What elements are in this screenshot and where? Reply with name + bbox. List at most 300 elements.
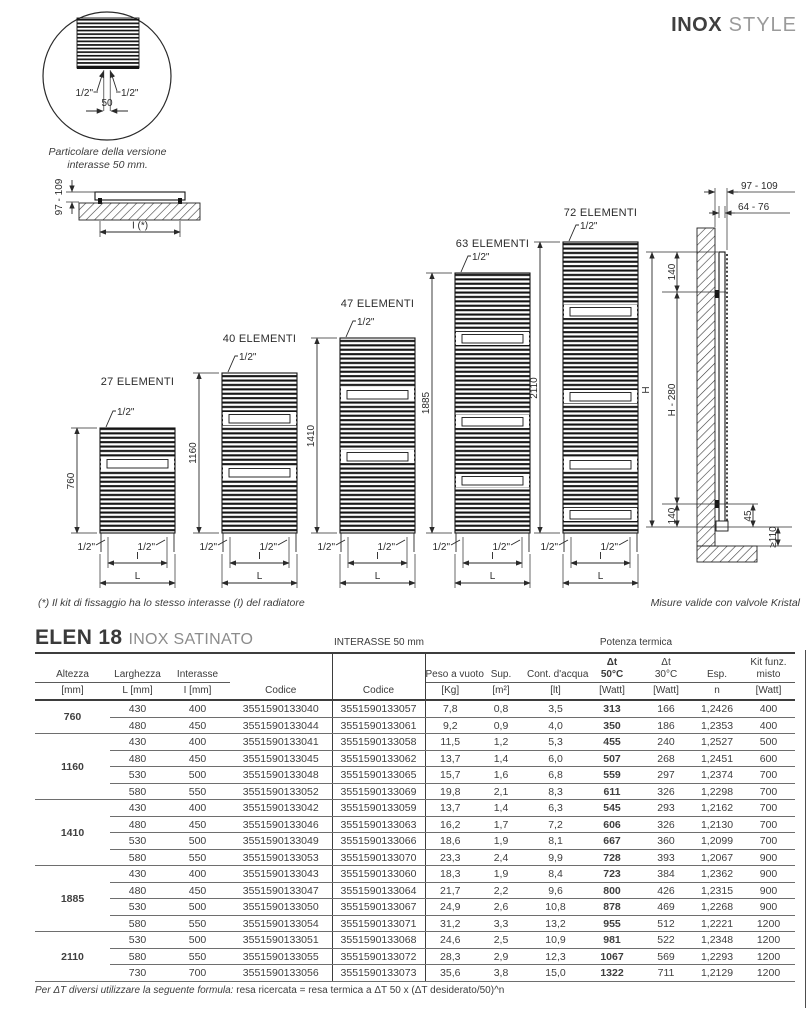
cell-l: 430 bbox=[110, 800, 165, 817]
cell-peso: 9,2 bbox=[425, 717, 475, 734]
potenza-termica-header: Potenza termica bbox=[599, 637, 673, 648]
spec-table-body bbox=[35, 700, 795, 981]
radiator-body bbox=[455, 273, 530, 533]
radiator-40-elementi bbox=[188, 333, 297, 588]
radiator-label: 63 ELEMENTI bbox=[455, 238, 530, 250]
cell-code: 3551590133056 bbox=[230, 965, 332, 982]
cell-code: 3551590133052 bbox=[230, 783, 332, 800]
interaxis-label: I bbox=[599, 551, 602, 562]
cell-dt50: 878 bbox=[584, 899, 640, 916]
radiator-body bbox=[563, 242, 638, 533]
cell-dt50: 1322 bbox=[584, 965, 640, 982]
height-dimension-label: 1410 bbox=[306, 424, 317, 448]
header-codice-spacer bbox=[230, 653, 332, 683]
cell-dt50: 611 bbox=[584, 783, 640, 800]
cell-code50: 3551590133070 bbox=[332, 849, 425, 866]
table-row bbox=[35, 816, 795, 833]
floor-clearance-label: ≥110 bbox=[768, 526, 779, 548]
wall-section bbox=[79, 203, 200, 220]
cell-esp: 1,2362 bbox=[692, 866, 742, 883]
cell-sup: 3,8 bbox=[475, 965, 527, 982]
cell-i: 400 bbox=[165, 700, 230, 717]
cell-kit: 900 bbox=[742, 866, 795, 883]
cell-code: 3551590133051 bbox=[230, 932, 332, 949]
cell-peso: 23,3 bbox=[425, 849, 475, 866]
cell-code: 3551590133047 bbox=[230, 882, 332, 899]
header-dt50: Δt 50°C bbox=[584, 653, 640, 683]
cell-l: 430 bbox=[110, 866, 165, 883]
spacing-50-label: 50 bbox=[101, 98, 113, 109]
cell-i: 400 bbox=[165, 866, 230, 883]
interaxis-label: I bbox=[376, 551, 379, 562]
cell-l: 730 bbox=[110, 965, 165, 982]
cell-peso: 7,8 bbox=[425, 700, 475, 717]
cell-dt50: 800 bbox=[584, 882, 640, 899]
cell-l: 480 bbox=[110, 750, 165, 767]
cell-kit: 1200 bbox=[742, 948, 795, 965]
cell-l: 480 bbox=[110, 717, 165, 734]
interaxis-label: I bbox=[491, 551, 494, 562]
cell-i: 550 bbox=[165, 849, 230, 866]
header-altezza: Altezza bbox=[35, 653, 110, 683]
cell-code50: 3551590133064 bbox=[332, 882, 425, 899]
bottom-right-connection-label: 1/2" bbox=[492, 542, 510, 553]
cell-cont: 15,0 bbox=[527, 965, 584, 982]
cell-i: 400 bbox=[165, 800, 230, 817]
cell-peso: 19,8 bbox=[425, 783, 475, 800]
cell-dt30: 522 bbox=[640, 932, 692, 949]
cell-esp: 1,2162 bbox=[692, 800, 742, 817]
cell-sup: 2,1 bbox=[475, 783, 527, 800]
cell-kit: 700 bbox=[742, 816, 795, 833]
cell-peso: 24,9 bbox=[425, 899, 475, 916]
cell-kit: 500 bbox=[742, 734, 795, 751]
table-row bbox=[35, 783, 795, 800]
cell-dt30: 293 bbox=[640, 800, 692, 817]
header-interasse: Interasse bbox=[165, 653, 230, 683]
detail-caption-line2: interasse 50 mm. bbox=[67, 158, 148, 171]
width-label: L bbox=[256, 571, 263, 582]
interaxis-label: I bbox=[136, 551, 139, 562]
cell-kit: 900 bbox=[742, 849, 795, 866]
cell-dt50: 559 bbox=[584, 767, 640, 784]
interasse-50-header: INTERASSE 50 mm bbox=[333, 637, 425, 648]
table-row bbox=[35, 948, 795, 965]
cell-peso: 13,7 bbox=[425, 800, 475, 817]
cell-sup: 2,2 bbox=[475, 882, 527, 899]
cell-cont: 10,8 bbox=[527, 899, 584, 916]
cell-code: 3551590133042 bbox=[230, 800, 332, 817]
cell-peso: 31,2 bbox=[425, 915, 475, 932]
cell-cont: 13,2 bbox=[527, 915, 584, 932]
cell-code50: 3551590133068 bbox=[332, 932, 425, 949]
column-header-row bbox=[35, 653, 795, 683]
radiator-label: 72 ELEMENTI bbox=[563, 207, 638, 219]
cell-esp: 1,2426 bbox=[692, 700, 742, 717]
cell-dt30: 711 bbox=[640, 965, 692, 982]
cell-dt50: 981 bbox=[584, 932, 640, 949]
cell-code: 3551590133041 bbox=[230, 734, 332, 751]
cell-code: 3551590133043 bbox=[230, 866, 332, 883]
cell-peso: 24,6 bbox=[425, 932, 475, 949]
unit-lt: [lt] bbox=[527, 683, 584, 701]
cell-esp: 1,2129 bbox=[692, 965, 742, 982]
cell-dt30: 268 bbox=[640, 750, 692, 767]
cell-dt30: 426 bbox=[640, 882, 692, 899]
height-group-cell: 2110 bbox=[35, 932, 110, 982]
table-row bbox=[35, 800, 795, 817]
bottom-right-connection-label: 1/2" bbox=[137, 542, 155, 553]
cell-dt30: 326 bbox=[640, 816, 692, 833]
cell-esp: 1,2221 bbox=[692, 915, 742, 932]
cell-kit: 400 bbox=[742, 717, 795, 734]
cell-i: 450 bbox=[165, 882, 230, 899]
radiator-63-elementi bbox=[421, 238, 530, 588]
body-depth-label: 64 - 76 bbox=[738, 202, 770, 213]
cell-code: 3551590133054 bbox=[230, 915, 332, 932]
height-group-cell: 1410 bbox=[35, 800, 110, 866]
detail-caption bbox=[30, 146, 185, 171]
cell-dt50: 313 bbox=[584, 700, 640, 717]
cell-dt50: 350 bbox=[584, 717, 640, 734]
bottom-offset-label: 140 bbox=[667, 507, 678, 525]
cell-sup: 0,9 bbox=[475, 717, 527, 734]
cell-esp: 1,2298 bbox=[692, 783, 742, 800]
cell-sup: 2,9 bbox=[475, 948, 527, 965]
cell-peso: 21,7 bbox=[425, 882, 475, 899]
unit-i-mm: I [mm] bbox=[165, 683, 230, 701]
cell-esp: 1,2067 bbox=[692, 849, 742, 866]
formula-note bbox=[35, 985, 795, 996]
height-group-cell: 1160 bbox=[35, 734, 110, 800]
cell-l: 530 bbox=[110, 899, 165, 916]
radiator-72-elementi bbox=[529, 207, 638, 588]
cell-sup: 0,8 bbox=[475, 700, 527, 717]
table-title-row bbox=[35, 624, 795, 652]
cell-code50: 3551590133063 bbox=[332, 816, 425, 833]
cell-i: 700 bbox=[165, 965, 230, 982]
cell-i: 500 bbox=[165, 932, 230, 949]
top-connection-label: 1/2" bbox=[357, 317, 375, 328]
cell-kit: 400 bbox=[742, 700, 795, 717]
cell-dt50: 955 bbox=[584, 915, 640, 932]
top-connection-label: 1/2" bbox=[239, 352, 257, 363]
cell-cont: 3,5 bbox=[527, 700, 584, 717]
cell-esp: 1,2527 bbox=[692, 734, 742, 751]
table-row bbox=[35, 915, 795, 932]
cell-kit: 700 bbox=[742, 767, 795, 784]
cell-l: 480 bbox=[110, 882, 165, 899]
table-row bbox=[35, 899, 795, 916]
cell-peso: 16,2 bbox=[425, 816, 475, 833]
model-name: ELEN 18 bbox=[35, 626, 123, 649]
table-row bbox=[35, 700, 795, 717]
cell-kit: 1200 bbox=[742, 932, 795, 949]
detail-caption-line1: Particolare della versione bbox=[48, 146, 167, 158]
table-row bbox=[35, 734, 795, 751]
cell-i: 450 bbox=[165, 816, 230, 833]
cell-code50: 3551590133062 bbox=[332, 750, 425, 767]
table-row bbox=[35, 717, 795, 734]
valve bbox=[716, 521, 728, 531]
brand-style: STYLE bbox=[722, 14, 797, 36]
total-depth-label: 97 - 109 bbox=[741, 181, 778, 192]
cell-dt30: 186 bbox=[640, 717, 692, 734]
cell-l: 430 bbox=[110, 700, 165, 717]
cell-code: 3551590133044 bbox=[230, 717, 332, 734]
cell-i: 450 bbox=[165, 717, 230, 734]
cell-cont: 8,3 bbox=[527, 783, 584, 800]
table-row bbox=[35, 965, 795, 982]
cell-peso: 28,3 bbox=[425, 948, 475, 965]
cell-cont: 10,9 bbox=[527, 932, 584, 949]
cell-l: 530 bbox=[110, 833, 165, 850]
formula-body: resa ricercata = resa termica a ΔT 50 x (ΔT desiderato/50)^n bbox=[236, 984, 505, 996]
radiator-profile bbox=[719, 252, 725, 527]
cell-kit: 1200 bbox=[742, 965, 795, 982]
valve-offset-label: 45 bbox=[743, 510, 754, 522]
radiator-47-elementi bbox=[306, 298, 415, 588]
unit-watt-dt30: [Watt] bbox=[640, 683, 692, 701]
depth-dimension-label: 97 - 109 bbox=[54, 178, 65, 216]
cell-dt30: 569 bbox=[640, 948, 692, 965]
width-label: L bbox=[489, 571, 496, 582]
floor-section bbox=[697, 546, 757, 562]
cell-code50: 3551590133072 bbox=[332, 948, 425, 965]
pipe-size-left-label: 1/2" bbox=[75, 88, 93, 99]
cell-cont: 6,3 bbox=[527, 800, 584, 817]
height-dimension-label: 1885 bbox=[421, 391, 432, 415]
cell-code: 3551590133053 bbox=[230, 849, 332, 866]
cell-kit: 600 bbox=[742, 750, 795, 767]
top-offset-label: 140 bbox=[667, 263, 678, 281]
cell-peso: 18,3 bbox=[425, 866, 475, 883]
cell-code: 3551590133049 bbox=[230, 833, 332, 850]
header-larghezza: Larghezza bbox=[110, 653, 165, 683]
cell-dt50: 723 bbox=[584, 866, 640, 883]
width-label: L bbox=[374, 571, 381, 582]
unit-mm: [mm] bbox=[35, 683, 110, 701]
cell-cont: 8,4 bbox=[527, 866, 584, 883]
cell-code50: 3551590133065 bbox=[332, 767, 425, 784]
cell-code50: 3551590133060 bbox=[332, 866, 425, 883]
cell-esp: 1,2293 bbox=[692, 948, 742, 965]
cell-i: 500 bbox=[165, 899, 230, 916]
cell-kit: 1200 bbox=[742, 915, 795, 932]
cell-i: 550 bbox=[165, 915, 230, 932]
radiator-section bbox=[77, 18, 139, 68]
cell-cont: 8,1 bbox=[527, 833, 584, 850]
cell-cont: 5,3 bbox=[527, 734, 584, 751]
cell-sup: 1,4 bbox=[475, 800, 527, 817]
cell-l: 530 bbox=[110, 932, 165, 949]
top-connection-label: 1/2" bbox=[580, 221, 598, 232]
cell-kit: 900 bbox=[742, 899, 795, 916]
top-connection-label: 1/2" bbox=[117, 407, 135, 418]
cell-i: 500 bbox=[165, 833, 230, 850]
unit-m2: [m²] bbox=[475, 683, 527, 701]
cell-code50: 3551590133061 bbox=[332, 717, 425, 734]
cell-code50: 3551590133069 bbox=[332, 783, 425, 800]
spec-table-section bbox=[35, 624, 795, 996]
header-codice50-spacer bbox=[332, 653, 425, 683]
cell-esp: 1,2374 bbox=[692, 767, 742, 784]
cell-l: 530 bbox=[110, 767, 165, 784]
wall-section bbox=[697, 228, 715, 546]
height-dimension-label: 2110 bbox=[529, 377, 540, 399]
valves-note: Misure valide con valvole Kristal bbox=[650, 597, 800, 609]
cell-sup: 3,3 bbox=[475, 915, 527, 932]
model-finish: INOX SATINATO bbox=[128, 631, 254, 648]
height-group-cell: 1885 bbox=[35, 866, 110, 932]
pipe-size-right-label: 1/2" bbox=[121, 88, 139, 99]
cell-dt50: 507 bbox=[584, 750, 640, 767]
bottom-left-connection-label: 1/2" bbox=[199, 542, 217, 553]
cell-code: 3551590133048 bbox=[230, 767, 332, 784]
cell-dt30: 360 bbox=[640, 833, 692, 850]
cell-peso: 15,7 bbox=[425, 767, 475, 784]
cell-code50: 3551590133066 bbox=[332, 833, 425, 850]
cell-dt30: 240 bbox=[640, 734, 692, 751]
cell-cont: 9,9 bbox=[527, 849, 584, 866]
spec-table bbox=[35, 652, 795, 982]
cell-dt30: 326 bbox=[640, 783, 692, 800]
table-row bbox=[35, 767, 795, 784]
cell-i: 550 bbox=[165, 783, 230, 800]
table-row bbox=[35, 849, 795, 866]
height-dimension-label: 760 bbox=[66, 472, 77, 490]
cell-l: 580 bbox=[110, 948, 165, 965]
radiator-label: 40 ELEMENTI bbox=[222, 333, 297, 345]
cell-sup: 1,9 bbox=[475, 833, 527, 850]
cell-code50: 3551590133073 bbox=[332, 965, 425, 982]
top-view-drawing bbox=[54, 178, 200, 237]
bottom-left-connection-label: 1/2" bbox=[77, 542, 95, 553]
table-row bbox=[35, 866, 795, 883]
cell-sup: 1,7 bbox=[475, 816, 527, 833]
width-label: L bbox=[134, 571, 141, 582]
cell-peso: 35,6 bbox=[425, 965, 475, 982]
radiator-label: 47 ELEMENTI bbox=[340, 298, 415, 310]
cell-esp: 1,2451 bbox=[692, 750, 742, 767]
header-cont: Cont. d'acqua bbox=[527, 653, 584, 683]
page-edge-rule bbox=[805, 650, 806, 1008]
cell-dt50: 1067 bbox=[584, 948, 640, 965]
cell-peso: 13,7 bbox=[425, 750, 475, 767]
cell-code: 3551590133040 bbox=[230, 700, 332, 717]
header-kit: Kit funz. misto bbox=[742, 653, 795, 683]
cell-esp: 1,2315 bbox=[692, 882, 742, 899]
cell-code: 3551590133050 bbox=[230, 899, 332, 916]
radiator-27-elementi bbox=[66, 376, 175, 588]
cell-cont: 12,3 bbox=[527, 948, 584, 965]
cell-sup: 2,6 bbox=[475, 899, 527, 916]
cell-l: 480 bbox=[110, 816, 165, 833]
cell-l: 580 bbox=[110, 915, 165, 932]
cell-code: 3551590133046 bbox=[230, 816, 332, 833]
table-title bbox=[35, 626, 253, 650]
cell-code: 3551590133055 bbox=[230, 948, 332, 965]
cell-sup: 2,5 bbox=[475, 932, 527, 949]
cell-kit: 700 bbox=[742, 783, 795, 800]
formula-intro: Per ΔT diversi utilizzare la seguente formula: bbox=[35, 984, 234, 996]
bottom-right-connection-label: 1/2" bbox=[259, 542, 277, 553]
top-connection-label: 1/2" bbox=[472, 252, 490, 263]
cell-sup: 1,2 bbox=[475, 734, 527, 751]
cell-kit: 700 bbox=[742, 800, 795, 817]
cell-i: 550 bbox=[165, 948, 230, 965]
cell-esp: 1,2348 bbox=[692, 932, 742, 949]
cell-sup: 1,6 bbox=[475, 767, 527, 784]
cell-code50: 3551590133059 bbox=[332, 800, 425, 817]
radiator-body bbox=[340, 338, 415, 533]
cell-dt50: 455 bbox=[584, 734, 640, 751]
height-group-cell: 760 bbox=[35, 700, 110, 734]
cell-esp: 1,2130 bbox=[692, 816, 742, 833]
width-label: L bbox=[597, 571, 604, 582]
height-dimension-label: 1160 bbox=[188, 442, 199, 464]
cell-dt50: 545 bbox=[584, 800, 640, 817]
cell-i: 450 bbox=[165, 750, 230, 767]
cell-cont: 7,2 bbox=[527, 816, 584, 833]
cell-i: 500 bbox=[165, 767, 230, 784]
header-dt30: Δt 30°C bbox=[640, 653, 692, 683]
header-codice: Codice bbox=[230, 683, 332, 701]
table-row bbox=[35, 882, 795, 899]
cell-dt30: 297 bbox=[640, 767, 692, 784]
brand-inox: INOX bbox=[671, 14, 723, 36]
bottom-left-connection-label: 1/2" bbox=[432, 542, 450, 553]
cell-cont: 4,0 bbox=[527, 717, 584, 734]
cell-l: 580 bbox=[110, 783, 165, 800]
header-codice-50: Codice bbox=[332, 683, 425, 701]
cell-peso: 18,6 bbox=[425, 833, 475, 850]
header-sup: Sup. bbox=[475, 653, 527, 683]
cell-dt30: 166 bbox=[640, 700, 692, 717]
cell-sup: 1,4 bbox=[475, 750, 527, 767]
cell-cont: 9,6 bbox=[527, 882, 584, 899]
cell-code: 3551590133045 bbox=[230, 750, 332, 767]
radiator-body bbox=[100, 428, 175, 533]
bottom-left-connection-label: 1/2" bbox=[540, 542, 558, 553]
cell-dt50: 667 bbox=[584, 833, 640, 850]
cell-esp: 1,2353 bbox=[692, 717, 742, 734]
unit-n: n bbox=[692, 683, 742, 701]
radiator-body bbox=[222, 373, 297, 533]
bottom-right-connection-label: 1/2" bbox=[377, 542, 395, 553]
cell-cont: 6,0 bbox=[527, 750, 584, 767]
unit-l-mm: L [mm] bbox=[110, 683, 165, 701]
cell-l: 580 bbox=[110, 849, 165, 866]
cell-dt30: 469 bbox=[640, 899, 692, 916]
radiator-label: 27 ELEMENTI bbox=[100, 376, 175, 388]
unit-watt-dt50: [Watt] bbox=[584, 683, 640, 701]
cell-code50: 3551590133058 bbox=[332, 734, 425, 751]
unit-watt-kit: [Watt] bbox=[742, 683, 795, 701]
bottom-right-connection-label: 1/2" bbox=[600, 542, 618, 553]
table-row bbox=[35, 750, 795, 767]
detail-circle-drawing bbox=[43, 12, 171, 140]
header-esp: Esp. bbox=[692, 653, 742, 683]
cell-code50: 3551590133071 bbox=[332, 915, 425, 932]
fixing-kit-note: (*) Il kit di fissaggio ha lo stesso interasse (I) del radiatore bbox=[38, 597, 305, 609]
side-view-drawing bbox=[641, 181, 795, 562]
cell-dt30: 393 bbox=[640, 849, 692, 866]
cell-sup: 2,4 bbox=[475, 849, 527, 866]
units-header-row bbox=[35, 683, 795, 701]
cell-kit: 700 bbox=[742, 833, 795, 850]
table-row bbox=[35, 932, 795, 949]
